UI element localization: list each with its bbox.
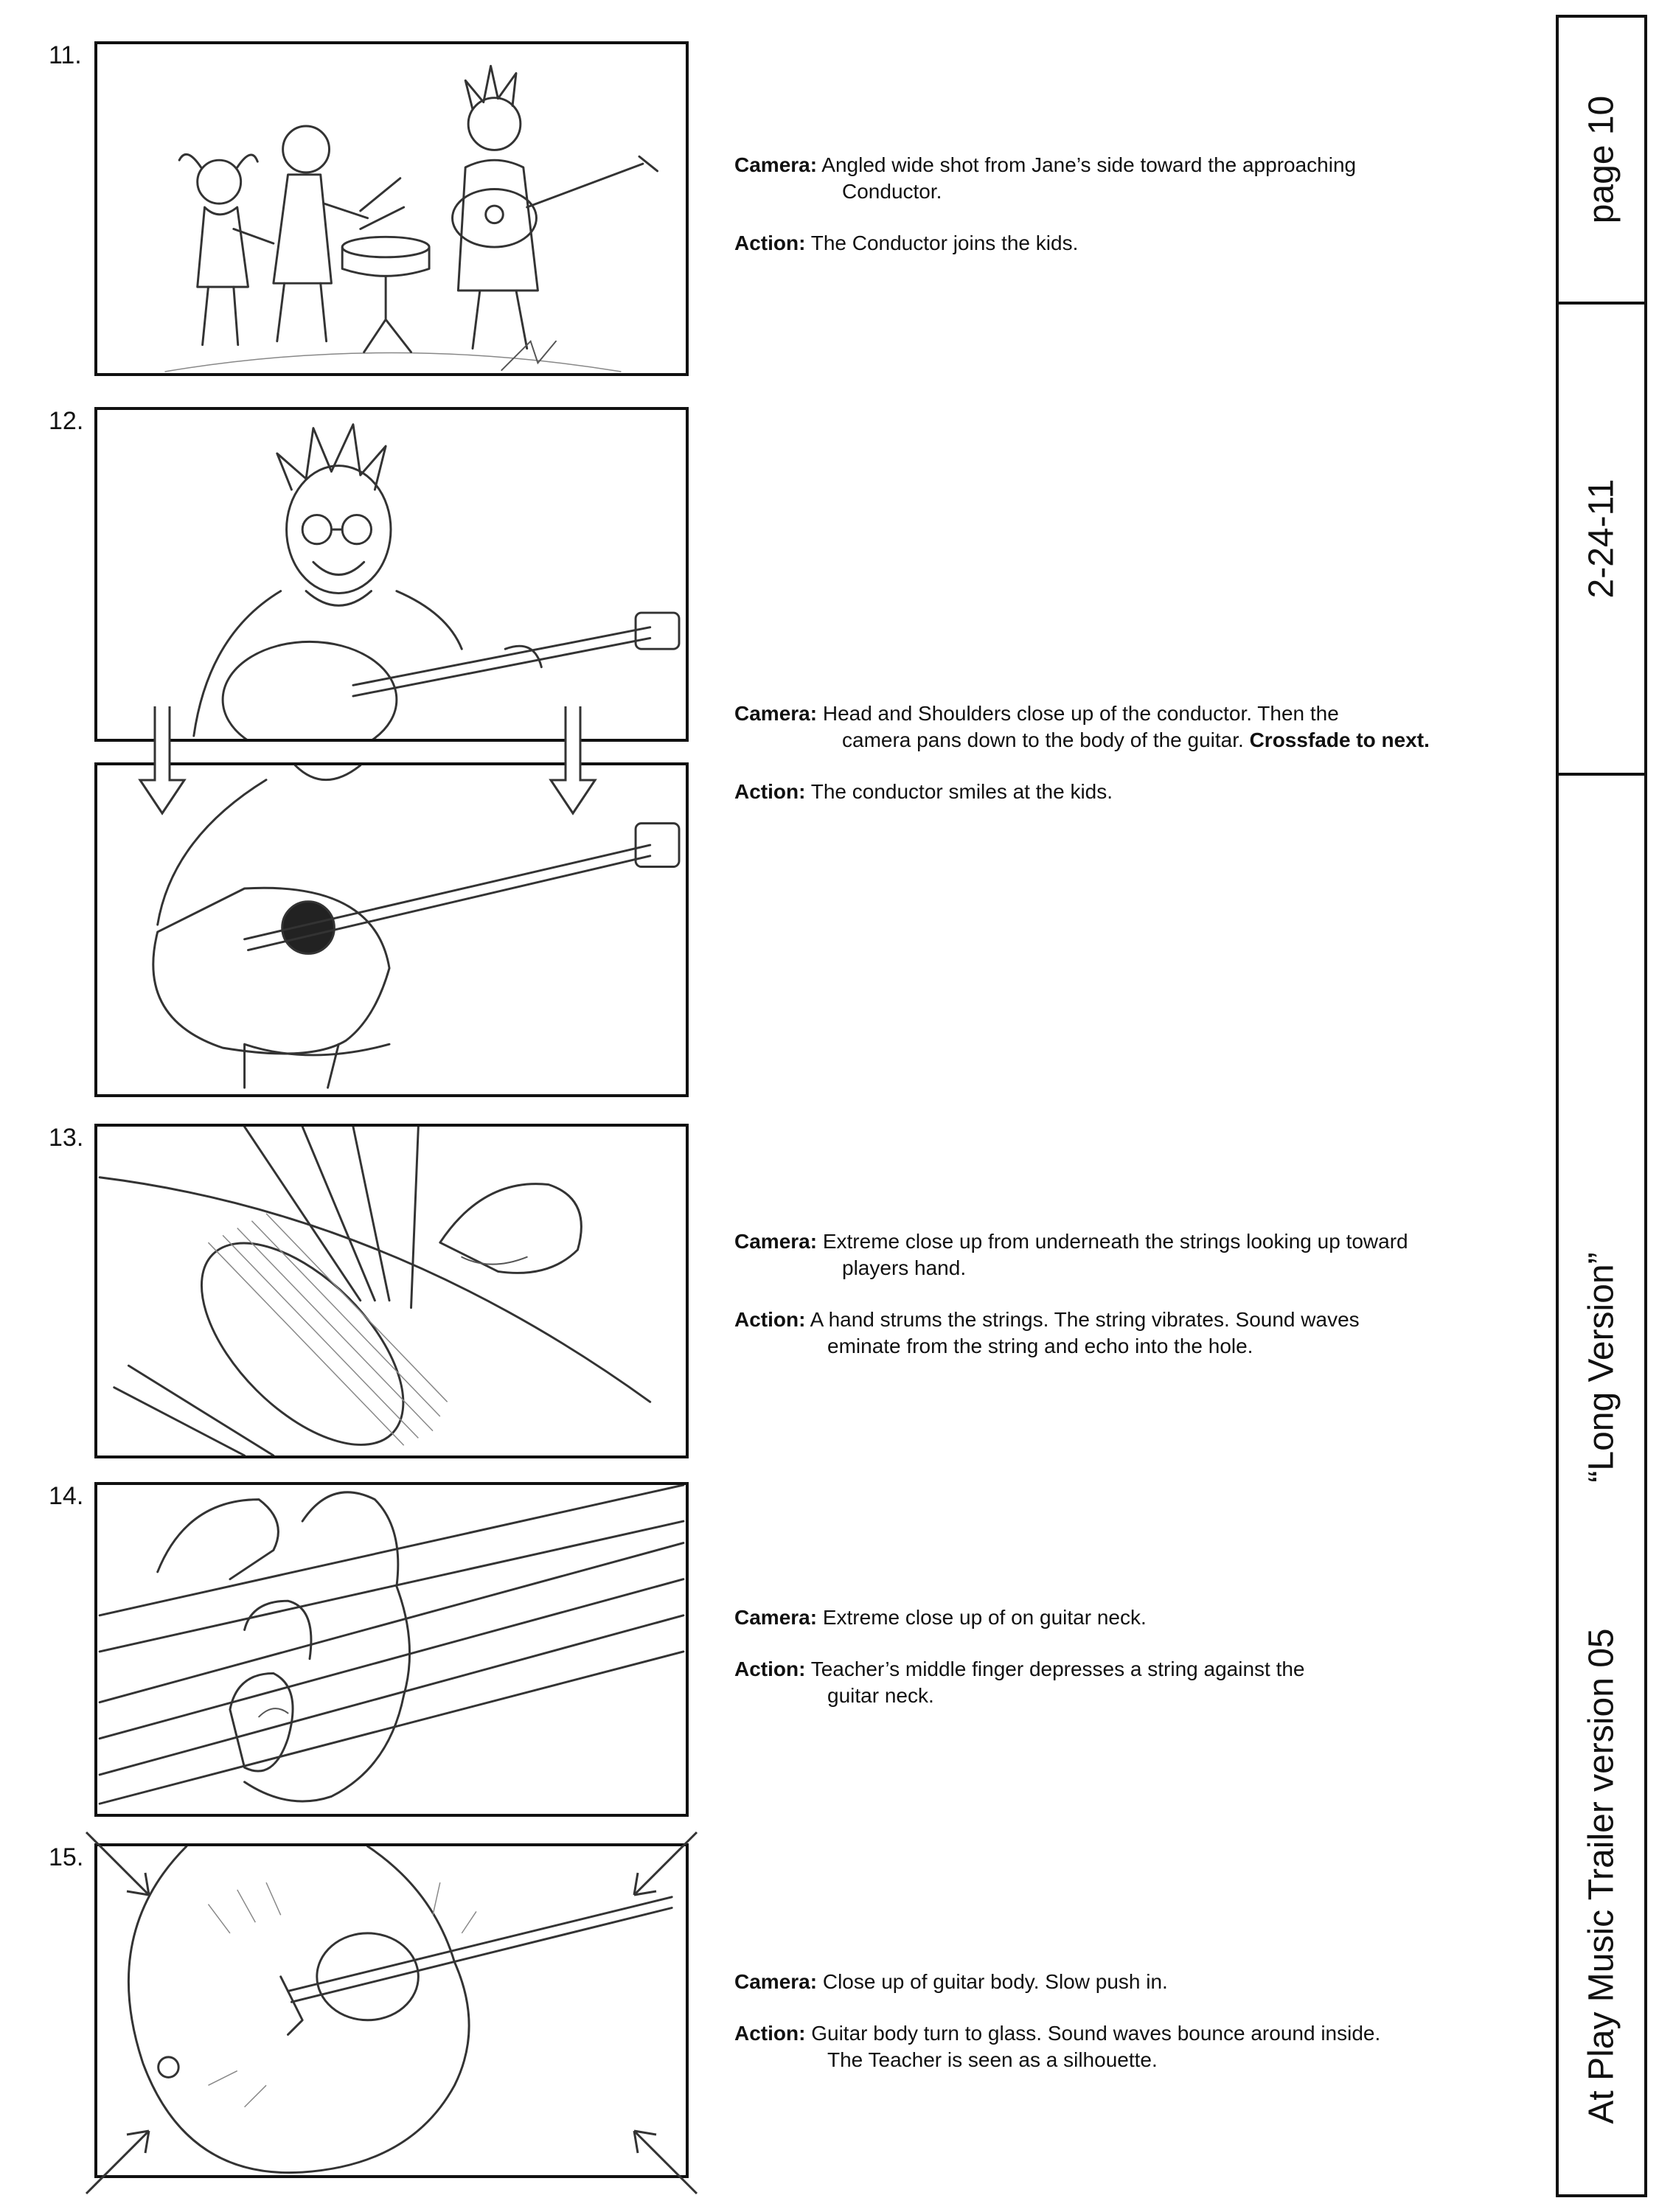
action-text: Teacher’s middle finger depresses a string against the (810, 1658, 1305, 1680)
action-text: Guitar body turn to glass. Sound waves bounce around inside. (811, 2022, 1381, 2045)
camera-text-cont: Conductor. (842, 180, 942, 203)
shot-notes-14 (734, 1604, 1305, 1709)
camera-text-cont: players hand. (842, 1256, 967, 1279)
date-cell (1559, 305, 1644, 773)
pan-down-arrow-icon (133, 706, 192, 817)
action-text: The Conductor joins the kids. (810, 232, 1079, 254)
sidebar-divider (1559, 773, 1644, 776)
action-label: Action: (734, 232, 806, 254)
pan-down-arrow-icon (543, 706, 602, 817)
shot-notes-13 (734, 1228, 1408, 1360)
camera-text: Extreme close up from underneath the strings looking up toward (822, 1230, 1408, 1253)
push-in-arrow-icon (619, 2116, 700, 2197)
shot-number: 11. (49, 41, 82, 69)
revision-date: 2-24-11 (1582, 479, 1621, 599)
push-in-arrow-icon (83, 2116, 164, 2197)
storyboard-panel-13 (94, 1124, 689, 1458)
camera-text: Angled wide shot from Jane’s side toward the approaching (821, 153, 1357, 176)
action-text-cont: eminate from the string and echo into the hole. (827, 1335, 1253, 1357)
shot-notes-15 (734, 1969, 1380, 2073)
sketch-conductor-head (97, 410, 686, 739)
version-title-cell (1559, 1197, 1644, 1537)
action-label: Action: (734, 2022, 806, 2045)
camera-text: Extreme close up of on guitar neck. (822, 1606, 1147, 1629)
page-info-sidebar (1556, 15, 1647, 2197)
shot-number: 15. (49, 1843, 84, 1871)
action-text-cont: The Teacher is seen as a silhouette. (827, 2048, 1158, 2071)
storyboard-panel-11 (94, 41, 689, 376)
crossfade-note: Crossfade to next. (1249, 728, 1430, 751)
version-title: “Long Version” (1582, 1251, 1621, 1483)
shot-notes-12 (734, 700, 1430, 805)
push-in-arrow-icon (83, 1829, 164, 1910)
sketch-kids-and-conductor (97, 44, 686, 373)
sketch-finger-on-neck (97, 1485, 686, 1814)
page-number: page 10 (1582, 95, 1621, 224)
action-label: Action: (734, 780, 806, 803)
shot-notes-11 (734, 152, 1356, 257)
action-label: Action: (734, 1308, 806, 1331)
sketch-glass-guitar-body (97, 1846, 686, 2175)
camera-label: Camera: (734, 1970, 818, 1993)
action-label: Action: (734, 1658, 806, 1680)
sketch-strings-and-hole (97, 1127, 686, 1455)
camera-label: Camera: (734, 1606, 818, 1629)
push-in-arrow-icon (619, 1829, 700, 1910)
camera-text: Head and Shoulders close up of the conductor. Then the (822, 702, 1339, 725)
project-title-cell (1559, 1566, 1644, 2185)
camera-text-cont: camera pans down to the body of the guitar. (842, 728, 1244, 751)
camera-label: Camera: (734, 153, 818, 176)
action-text: A hand strums the strings. The string vibrates. Sound waves (810, 1308, 1360, 1331)
action-text: The conductor smiles at the kids. (810, 780, 1113, 803)
action-text-cont: guitar neck. (827, 1684, 934, 1707)
camera-text: Close up of guitar body. Slow push in. (822, 1970, 1168, 1993)
shot-number: 14. (49, 1482, 84, 1510)
storyboard-panel-12a (94, 407, 689, 742)
camera-label: Camera: (734, 702, 818, 725)
shot-number: 13. (49, 1124, 84, 1152)
camera-label: Camera: (734, 1230, 818, 1253)
project-title: At Play Music Trailer version 05 (1582, 1627, 1621, 2124)
storyboard-panel-15 (94, 1843, 689, 2178)
page-number-cell (1559, 18, 1644, 302)
storyboard-panel-14 (94, 1482, 689, 1817)
shot-number: 12. (49, 407, 84, 435)
